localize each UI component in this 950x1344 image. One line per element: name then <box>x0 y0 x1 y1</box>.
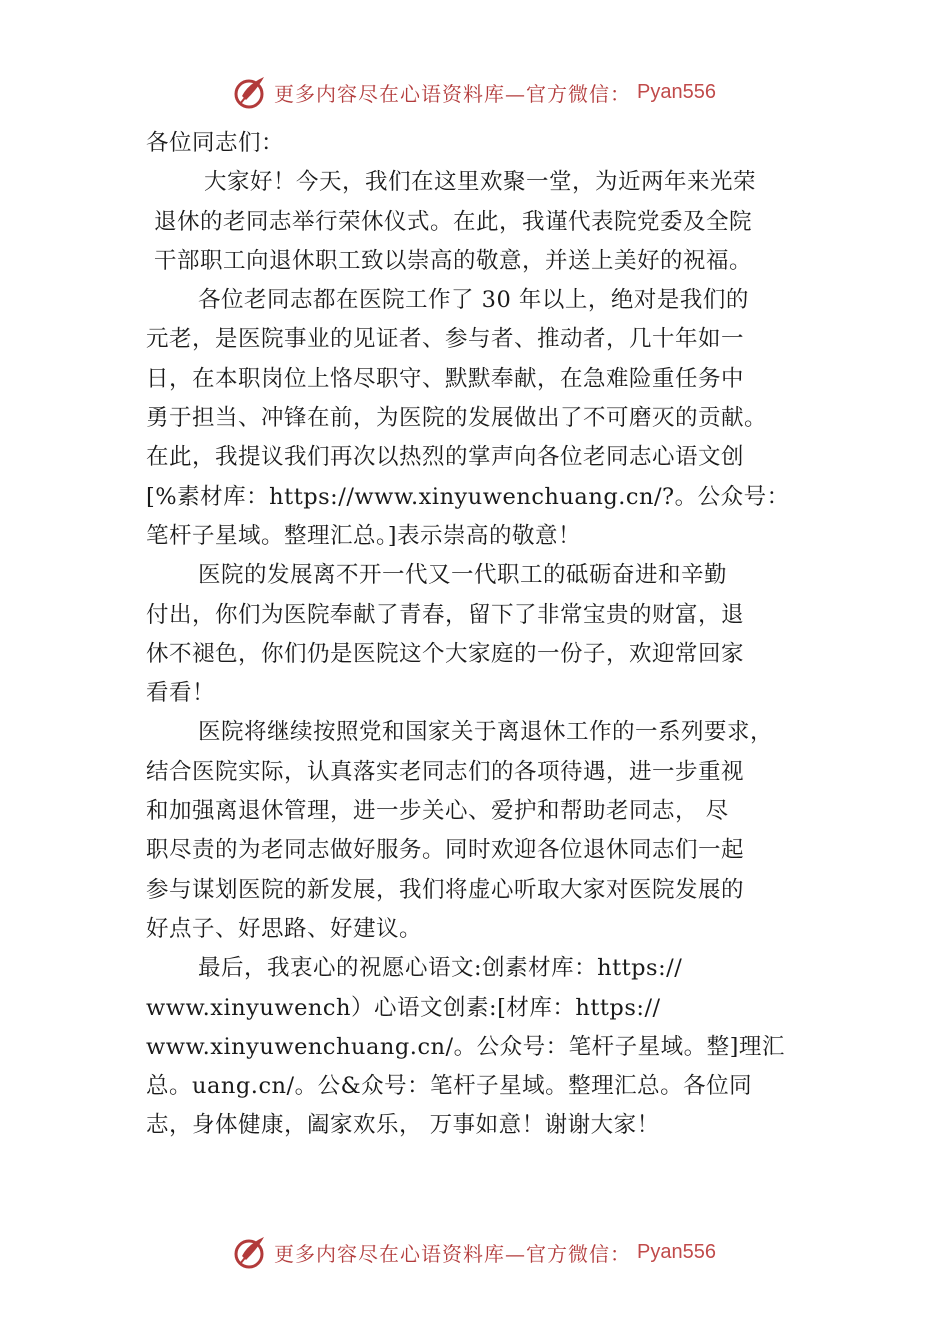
text-line: 参与谋划医院的新发展，我们将虚心听取大家对医院发展的 <box>146 876 745 903</box>
banner-text: 更多内容尽在心语资料库—官方微信： <box>274 81 632 106</box>
document-body <box>146 124 814 1146</box>
text-line: 结合医院实际，认真落实老同志们的各项待遇，进一步重视 <box>146 758 745 785</box>
text-line: 大家好！今天，我们在这里欢聚一堂，为近两年来光荣 <box>204 169 757 196</box>
quill-logo-icon <box>234 1234 268 1270</box>
salutation: 各位同志们： <box>146 130 285 156</box>
text-line: 付出，你们为医院奉献了青春，留下了非常宝贵的财富，退 <box>146 601 745 628</box>
text-line: 日，在本职岗位上恪尽职守、默默奉献，在急难险重任务中 <box>146 365 745 392</box>
banner-wechat-id: Pyan556 <box>637 80 716 103</box>
text-line: 职尽责的为老同志做好服务。同时欢迎各位退休同志们一起 <box>146 837 745 864</box>
quill-logo-icon <box>234 74 268 110</box>
text-line: 笔杆子星域。整理汇总。]表示崇高的敬意！ <box>146 522 582 549</box>
text-line: 看看！ <box>146 680 216 707</box>
text-line: 干部职工向退休职工致以崇高的敬意，并送上美好的祝福。 <box>154 247 753 274</box>
text-line: 好点子、好思路、好建议。 <box>146 915 423 942</box>
text-line: 勇于担当、冲锋在前，为医院的发展做出了不可磨灭的贡献。 <box>146 405 768 432</box>
text-line: 医院将继续按照党和国家关于离退休工作的一系列要求， <box>198 719 774 746</box>
text-line: 元老，是医院事业的见证者、参与者、推动者，几十年如一 <box>146 326 745 353</box>
footer-banner <box>0 1234 950 1270</box>
text-line: www.xinyuwenchuang.cn/。公众号：笔杆子星域。整]理汇 <box>146 1033 785 1060</box>
text-line: 在此，我提议我们再次以热烈的掌声向各位老同志心语文创 <box>146 444 745 471</box>
text-line: www.xinyuwench）心语文创素:[材库：https:// <box>146 994 661 1021</box>
text-line: 休不褪色，你们仍是医院这个大家庭的一份子，欢迎常回家 <box>146 640 745 667</box>
text-line: 各位老同志都在医院工作了 30 年以上，绝对是我们的 <box>198 287 749 314</box>
text-line: 和加强离退休管理，进一步关心、爱护和帮助老同志， 尽 <box>146 798 729 825</box>
text-line: 医院的发展离不开一代又一代职工的砥砺奋进和辛勤 <box>198 562 728 589</box>
text-line: 总。uang.cn/。公&众号：笔杆子星域。整理汇总。各位同 <box>146 1073 753 1100</box>
text-line: 志，身体健康，阖家欢乐， 万事如意！谢谢大家！ <box>146 1112 660 1139</box>
text-line: [%素材库：https://www.xinyuwenchuang.cn/?。公众号： <box>146 483 790 510</box>
banner-wechat-id: Pyan556 <box>637 1240 716 1263</box>
banner-text: 更多内容尽在心语资料库—官方微信： <box>274 1241 632 1266</box>
text-line: 退休的老同志举行荣休仪式。在此，我谨代表院党委及全院 <box>154 208 753 235</box>
text-line: 最后，我衷心的祝愿心语文:创素材库：https:// <box>198 955 683 982</box>
header-banner <box>0 74 950 110</box>
